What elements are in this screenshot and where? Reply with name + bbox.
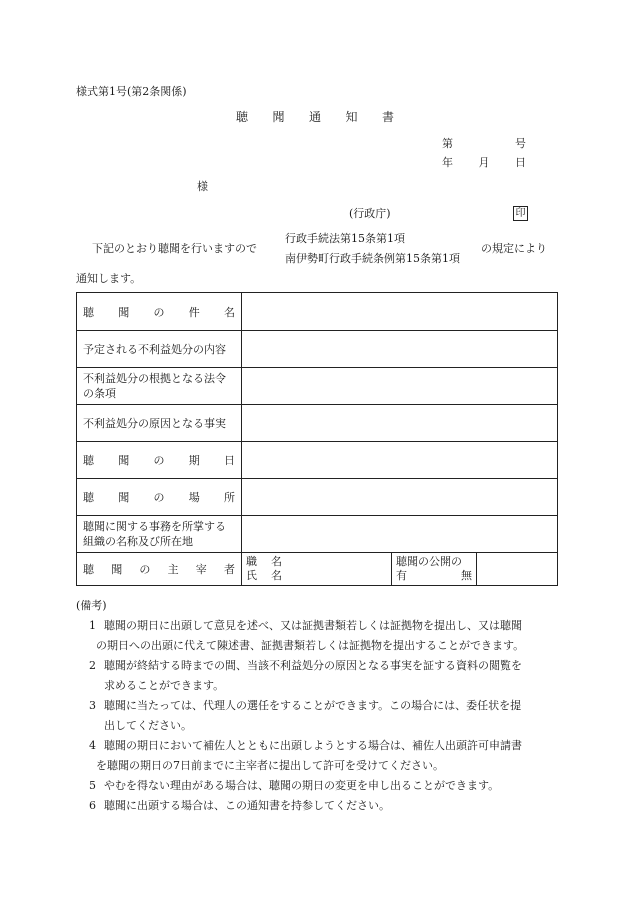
label-char: 聞	[118, 491, 130, 504]
table-row-expected-disposition	[77, 330, 557, 367]
intro-lead: 下記のとおり聴聞を行いますので	[92, 242, 257, 255]
label-char: 職	[246, 555, 257, 568]
label-text: 不利益処分の原因となる事実	[83, 416, 226, 430]
intro-law-1: 行政手続法第15条第1項	[285, 232, 405, 245]
label-organization	[77, 516, 242, 552]
note-text: 出してください。	[104, 719, 192, 732]
note-item	[76, 616, 558, 656]
note-text: 聴聞の期日に出頭して意見を述べ、又は証拠書類若しくは証拠物を提出し、又は聴聞	[104, 619, 522, 632]
note-number: 2	[89, 659, 96, 672]
label-char: 期	[188, 454, 200, 467]
label-text: 不利益処分の根拠となる法令の条項	[83, 372, 226, 400]
label-char: 場	[188, 491, 200, 504]
label-char: 主	[167, 563, 179, 576]
date-month: 月	[478, 156, 490, 169]
public-options	[396, 569, 472, 583]
table-row-hearing-place	[77, 478, 557, 515]
label-expected-disposition	[77, 331, 242, 367]
public-label: 聴聞の公開の	[396, 555, 462, 568]
label-char: 聞	[111, 563, 123, 576]
label-char: の	[153, 491, 165, 504]
value-hearing-place	[242, 479, 557, 515]
intro-line-2: 通知します。	[76, 272, 142, 285]
table-row-case-name	[77, 293, 557, 330]
label-cause-facts	[77, 405, 242, 441]
note-text: 聴聞に当たっては、代理人の選任をすることができます。この場合には、委任状を提	[104, 699, 522, 712]
table-row-presider	[77, 552, 557, 585]
label-text: 聴聞に関する事務を所掌する組織の名称及び所在地	[83, 520, 226, 548]
presider-subcells	[242, 553, 557, 585]
label-char: 所	[224, 491, 235, 504]
seal-icon: 印	[513, 206, 528, 221]
label-char: の	[153, 305, 165, 319]
table-row-cause-facts	[77, 404, 557, 441]
label-char: 聴	[83, 491, 94, 504]
label-legal-basis	[77, 368, 242, 404]
value-cause-facts	[242, 405, 557, 441]
label-char: 宰	[195, 563, 207, 576]
name-label	[246, 569, 282, 583]
intro-law-2: 南伊勢町行政手続条例第15条第1項	[285, 252, 460, 265]
note-text: の期日への出頭に代えて陳述書、証拠書類若しくは証拠物を提出することができます。	[96, 639, 525, 652]
date-day: 日	[515, 156, 526, 169]
label-char: 名	[271, 569, 282, 582]
value-case-name	[242, 293, 557, 330]
doc-number-prefix: 第	[442, 137, 453, 150]
title-char: 通	[308, 110, 321, 124]
label-char: の	[153, 454, 165, 467]
note-text: を聴聞の期日の7日前までに主宰者に提出して許可を受けてください。	[96, 759, 444, 772]
note-number: 3	[89, 699, 96, 712]
note-number: 4	[89, 739, 96, 752]
document-title	[236, 110, 394, 124]
note-text: 聴聞の期日において補佐人とともに出頭しようとする場合は、補佐人出頭許可申請書	[104, 739, 522, 752]
note-text: 聴聞に出頭する場合は、この通知書を持参してください。	[104, 799, 390, 812]
notes-heading: (備考)	[76, 599, 107, 612]
label-presider	[77, 553, 242, 585]
value-hearing-date	[242, 442, 557, 478]
label-char: 名	[271, 555, 282, 568]
label-case-name	[77, 293, 242, 330]
value-organization	[242, 516, 557, 552]
addressee-suffix: 様	[197, 180, 208, 193]
note-item	[76, 796, 558, 816]
label-char: 者	[223, 563, 235, 576]
note-text: 聴聞が終結する時までの間、当該不利益処分の原因となる事実を証する資料の閲覧を	[104, 659, 522, 672]
title-char: 書	[381, 110, 394, 124]
label-char: 聴	[83, 454, 94, 467]
position-label	[246, 555, 282, 569]
table-row-hearing-date	[77, 441, 557, 478]
table-row-organization	[77, 515, 557, 552]
label-char: 聞	[118, 305, 130, 319]
note-item	[76, 656, 558, 696]
label-char: 日	[224, 454, 235, 467]
table-row-legal-basis	[77, 367, 557, 404]
label-char: 聴	[83, 563, 94, 576]
note-number: 5	[89, 779, 96, 792]
hearing-details-table	[76, 292, 558, 586]
note-number: 6	[89, 799, 96, 812]
document-number	[442, 137, 526, 151]
option-char: 有	[396, 569, 407, 582]
note-number: 1	[89, 619, 96, 632]
doc-number-suffix: 号	[515, 137, 526, 150]
note-text: 求めることができます。	[104, 679, 225, 692]
public-hearing-value	[477, 553, 557, 585]
value-legal-basis	[242, 368, 557, 404]
option-char: 無	[461, 569, 472, 582]
document-date	[442, 156, 526, 170]
label-char: 聞	[118, 454, 130, 467]
notes-section	[76, 596, 558, 816]
label-char: 聴	[83, 305, 94, 319]
note-item	[76, 736, 558, 776]
note-text: やむを得ない理由がある場合は、聴聞の期日の変更を申し出ることができます。	[104, 779, 500, 792]
date-year: 年	[442, 156, 453, 169]
label-text: 予定される不利益処分の内容	[83, 342, 226, 356]
note-item	[76, 776, 558, 796]
label-char: 名	[224, 305, 235, 319]
title-char: 知	[345, 110, 358, 124]
form-number: 様式第1号(第2条関係)	[76, 85, 187, 98]
label-hearing-place	[77, 479, 242, 515]
intro-tail: の規定により	[481, 242, 547, 255]
agency-label: (行政庁)	[349, 207, 391, 220]
label-char: の	[139, 563, 151, 576]
public-hearing-cell	[392, 553, 477, 585]
value-expected-disposition	[242, 331, 557, 367]
presider-position-name-cell	[242, 553, 392, 585]
title-char: 聴	[236, 110, 249, 124]
label-hearing-date	[77, 442, 242, 478]
title-char: 聞	[272, 110, 285, 124]
note-item	[76, 696, 558, 736]
label-char: 件	[188, 305, 200, 319]
label-char: 氏	[246, 569, 257, 582]
